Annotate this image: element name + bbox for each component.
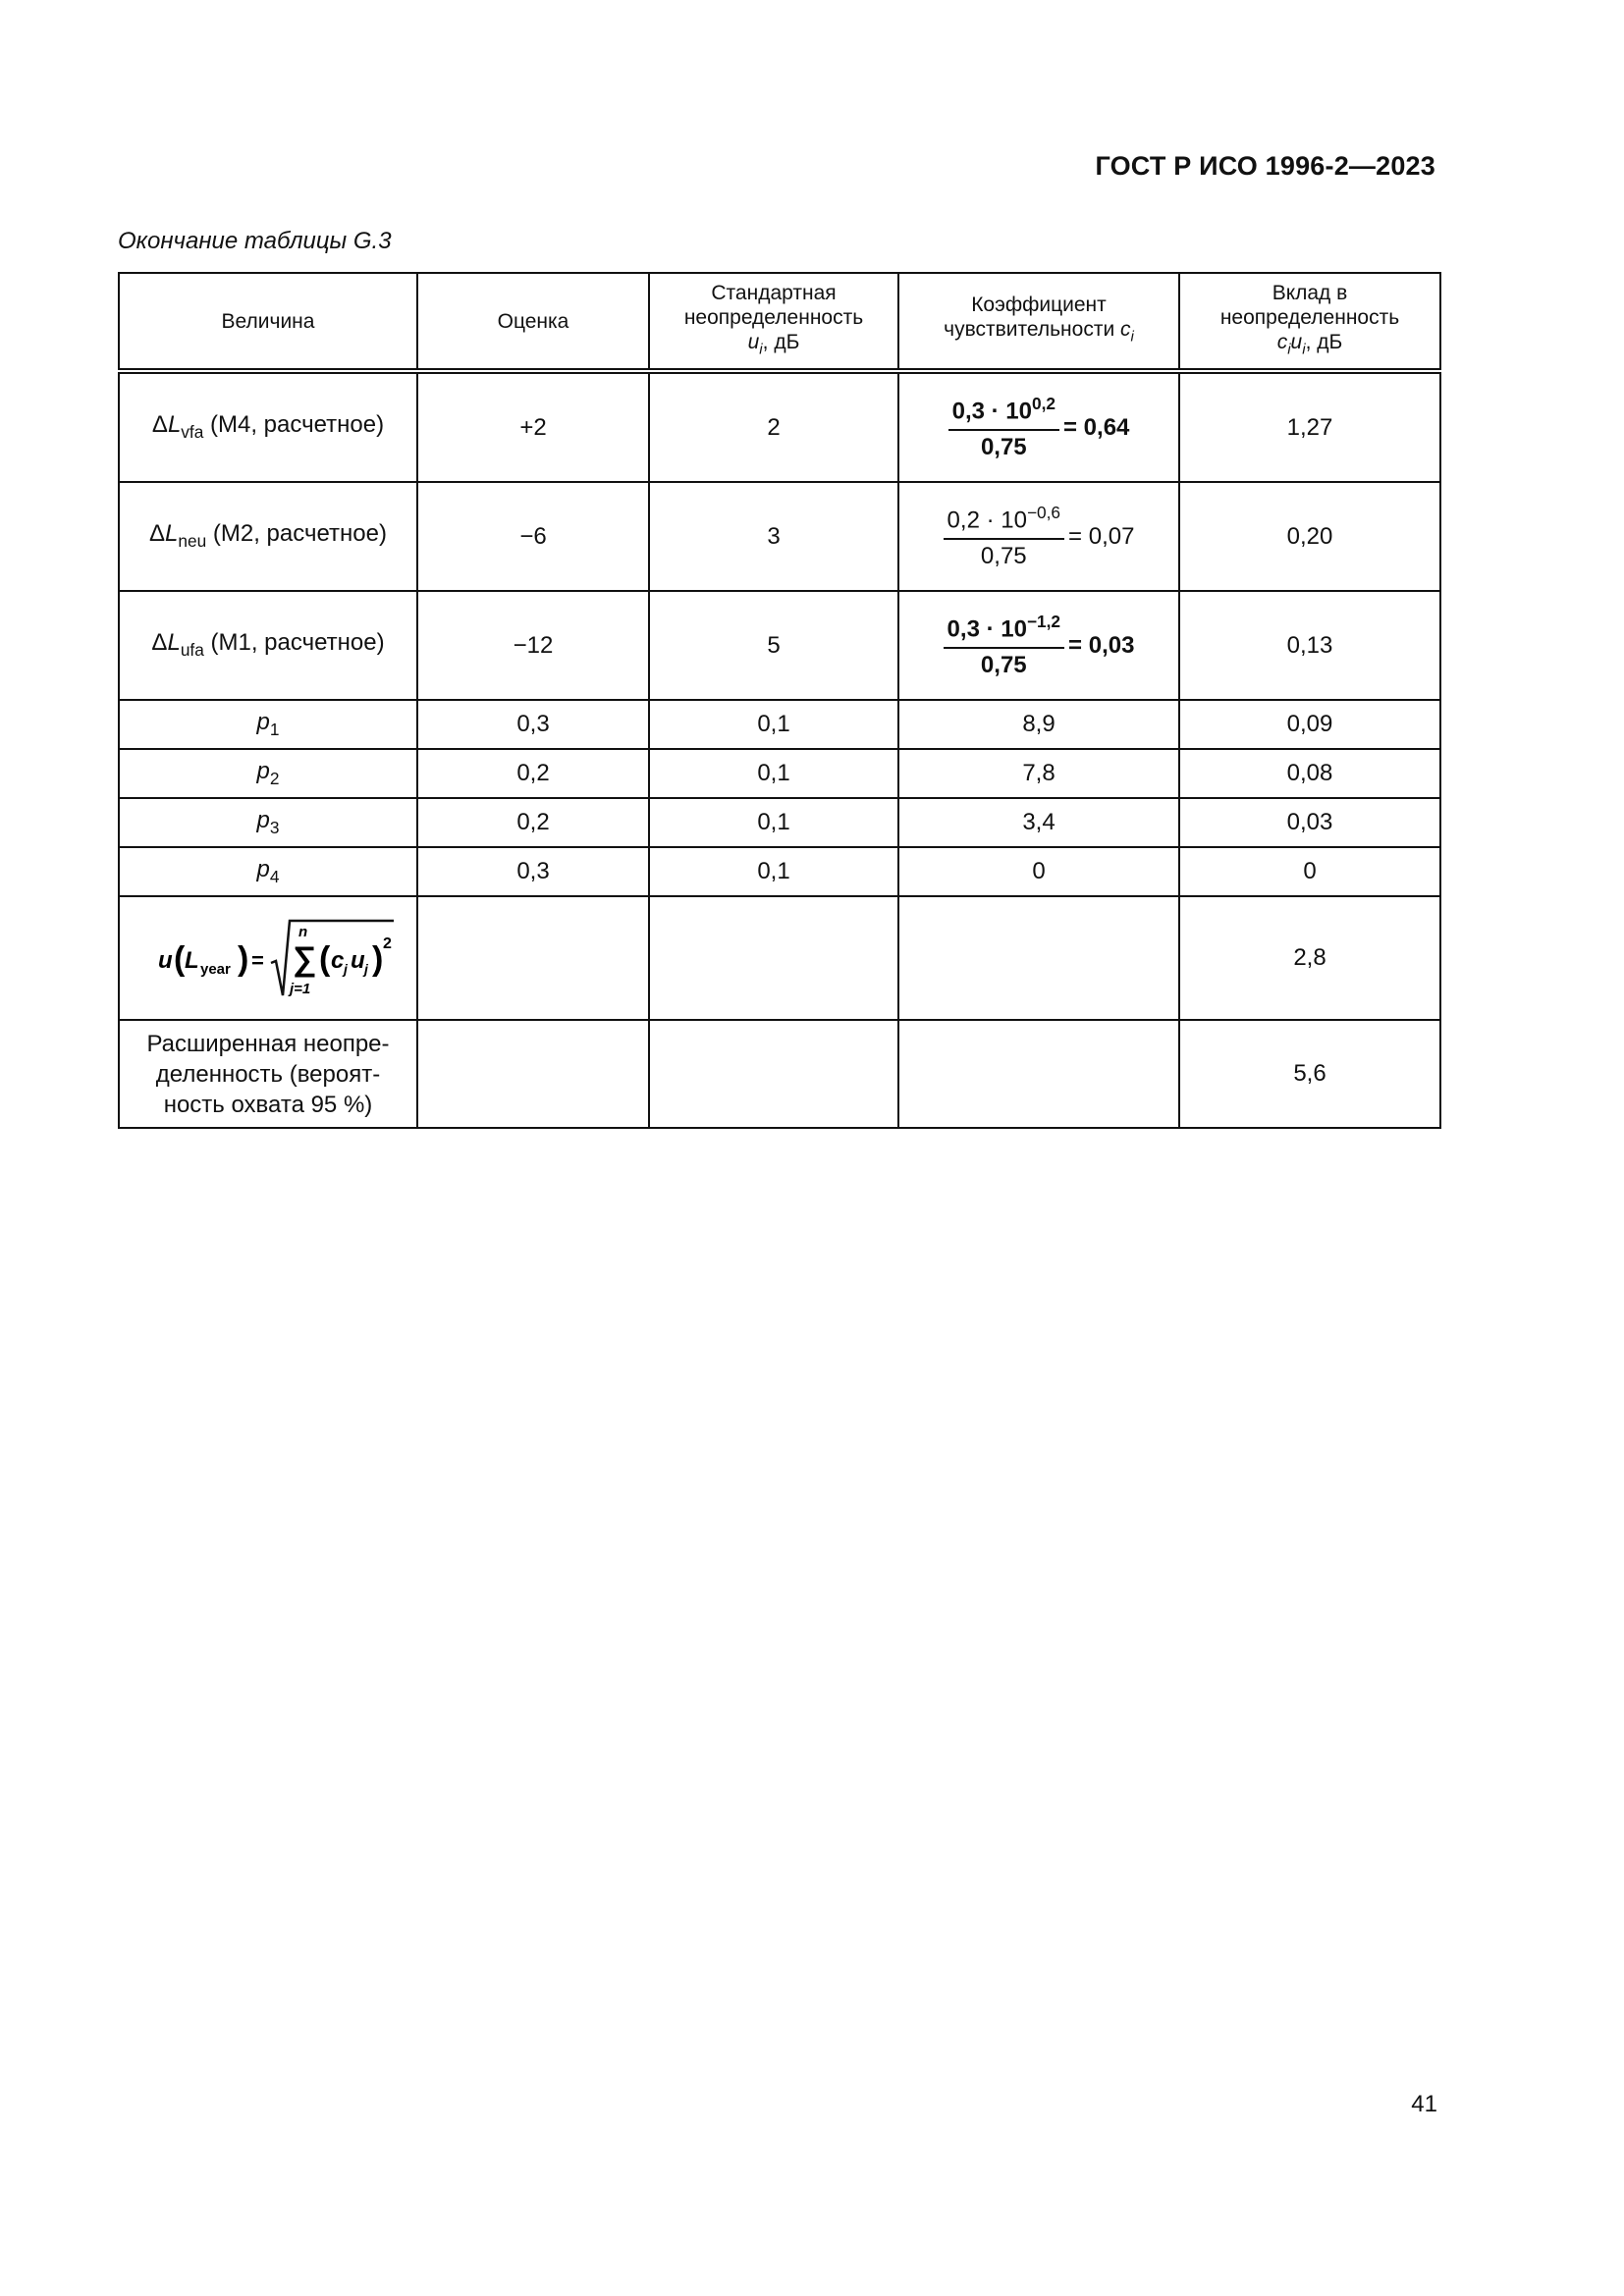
- coefficient-cell: 0: [898, 847, 1179, 896]
- estimate-cell: 0,2: [417, 798, 649, 847]
- std-uncertainty-cell: 2: [649, 371, 898, 482]
- table-row: [119, 591, 1440, 700]
- svg-text:=: =: [251, 948, 264, 973]
- empty-cell: [417, 1020, 649, 1128]
- empty-cell: [649, 896, 898, 1020]
- empty-cell: [417, 896, 649, 1020]
- table-header-row: [119, 273, 1440, 371]
- formula-L: L: [185, 947, 199, 974]
- header-estimate: Оценка: [417, 273, 649, 371]
- coefficient-cell: 7,8: [898, 749, 1179, 798]
- svg-text:j: j: [344, 961, 348, 977]
- table-row: [119, 371, 1440, 482]
- estimate-cell: 0,3: [417, 847, 649, 896]
- page-number: 41: [1411, 2091, 1437, 2117]
- header-quantity: Величина: [119, 273, 417, 371]
- expanded-uncertainty-label: Расширенная неопре- деленность (вероят- ность охвата 95 %): [119, 1020, 417, 1128]
- empty-cell: [649, 1020, 898, 1128]
- quantity-cell: $p_2$: [119, 749, 417, 798]
- coefficient-cell: 8,9: [898, 700, 1179, 749]
- std-uncertainty-cell: 0,1: [649, 700, 898, 749]
- svg-text:): ): [372, 940, 384, 978]
- header-standard-uncertainty: Стандартная неопределенность $u_i$, дБ: [649, 273, 898, 371]
- table-row: [119, 798, 1440, 847]
- formula-sum-top: n: [298, 924, 308, 940]
- formula-year: year: [200, 961, 231, 978]
- std-uncertainty-cell: 0,1: [649, 798, 898, 847]
- table-row: [119, 482, 1440, 591]
- std-uncertainty-cell: 5: [649, 591, 898, 700]
- estimate-cell: 0,2: [417, 749, 649, 798]
- quantity-cell: $\Delta L_{neu}$ (M2, расчетное): [119, 482, 417, 591]
- formula-power: 2: [383, 935, 392, 952]
- table-caption: Окончание таблицы G.3: [118, 228, 392, 254]
- uncertainty-table: [118, 272, 1441, 1129]
- svg-text:(: (: [174, 940, 186, 978]
- quantity-cell: $\Delta L_{vfa}$ (M4, расчетное): [119, 371, 417, 482]
- contribution-cell: 0,08: [1179, 749, 1440, 798]
- estimate-cell: 0,3: [417, 700, 649, 749]
- quantity-cell: $p_4$: [119, 847, 417, 896]
- std-uncertainty-cell: 0,1: [649, 749, 898, 798]
- contribution-cell: 1,27: [1179, 371, 1440, 482]
- svg-text:): ): [238, 940, 249, 978]
- svg-text:(: (: [319, 940, 331, 978]
- standard-designation: ГОСТ Р ИСО 1996-2—2023: [1095, 151, 1435, 181]
- contribution-cell: 0,03: [1179, 798, 1440, 847]
- std-uncertainty-cell: 0,1: [649, 847, 898, 896]
- contribution-cell: 5,6: [1179, 1020, 1440, 1128]
- table-row: [119, 1020, 1440, 1128]
- formula-u2: u: [351, 947, 365, 974]
- header-sensitivity-coefficient: Коэффициент чувствительности $c_i$: [898, 273, 1179, 371]
- table-row: [119, 896, 1440, 1020]
- header-contribution: Вклад в неопределенность $c_iu_i$, дБ: [1179, 273, 1440, 371]
- formula-sum-bottom: j=1: [290, 981, 311, 997]
- contribution-cell: 0,13: [1179, 591, 1440, 700]
- combined-uncertainty-formula-svg: [140, 909, 396, 1007]
- contribution-cell: 2,8: [1179, 896, 1440, 1020]
- svg-text:j: j: [364, 961, 368, 977]
- coefficient-formula-cell: $\frac{0,3 \cdot 10^{0,2}}{0,75}$ = 0,64: [898, 371, 1179, 482]
- coefficient-cell: 3,4: [898, 798, 1179, 847]
- contribution-cell: 0: [1179, 847, 1440, 896]
- combined-uncertainty-formula: [119, 896, 417, 1020]
- formula-c: c: [331, 947, 345, 974]
- table-row: [119, 700, 1440, 749]
- contribution-cell: 0,20: [1179, 482, 1440, 591]
- coefficient-formula-cell: $\frac{0,3 \cdot 10^{-1,2}}{0,75}$ = 0,03: [898, 591, 1179, 700]
- coefficient-formula-cell: $\frac{0,2 \cdot 10^{-0,6}}{0,75}$ = 0,07: [898, 482, 1179, 591]
- quantity-cell: $p_1$: [119, 700, 417, 749]
- table-row: [119, 847, 1440, 896]
- formula-u: u: [158, 947, 173, 974]
- estimate-cell: +2: [417, 371, 649, 482]
- estimate-cell: −6: [417, 482, 649, 591]
- estimate-cell: −12: [417, 591, 649, 700]
- contribution-cell: 0,09: [1179, 700, 1440, 749]
- empty-cell: [898, 896, 1179, 1020]
- table-row: [119, 749, 1440, 798]
- empty-cell: [898, 1020, 1179, 1128]
- quantity-cell: $\Delta L_{ufa}$ (M1, расчетное): [119, 591, 417, 700]
- svg-text:∑: ∑: [293, 940, 317, 978]
- quantity-cell: $p_3$: [119, 798, 417, 847]
- std-uncertainty-cell: 3: [649, 482, 898, 591]
